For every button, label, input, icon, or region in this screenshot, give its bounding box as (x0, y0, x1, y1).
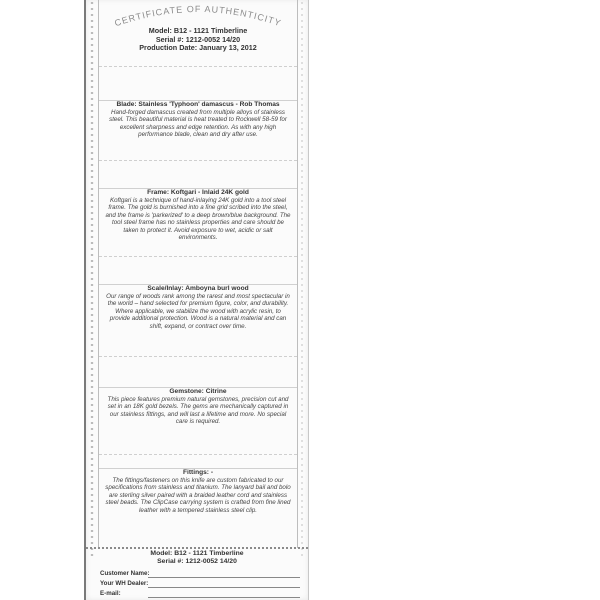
model-line: Model: B12 - 1121 Timberline (148, 26, 248, 35)
stub-serial-line: Serial #: 1212-0052 14/20 (157, 558, 237, 566)
production-date-line: Production Date: January 13, 2012 (139, 43, 257, 53)
customer-name-field (100, 569, 300, 579)
gemstone-section (99, 387, 297, 426)
section-divider (99, 356, 297, 357)
serial-line: Serial #: 1212-0052 14/20 (155, 34, 241, 44)
section-divider (99, 160, 297, 161)
dealer-line (148, 587, 300, 588)
blade-section (99, 100, 297, 139)
tear-off-line (86, 547, 308, 549)
certificate-header (99, 27, 297, 53)
left-perforation (88, 0, 96, 560)
certificate-body (98, 0, 298, 548)
section-divider (99, 454, 297, 455)
svg-text:CERTIFICATE OF AUTHENTICITY (113, 4, 283, 28)
fittings-description: The fittings/fasteners on this knife are custom fabricated to our specifications from stainless and titanium. The lanyard bail and bolo are sterling silver paired with a braided leather cord and stainless steel beads. The ClipCase carrying system is crafted from fine lined leather with a tempered stainless steel clip. (105, 477, 291, 514)
section-divider (99, 66, 297, 67)
registration-form (100, 569, 300, 600)
right-perforation (298, 0, 306, 560)
customer-name-label: Customer Name: (100, 570, 150, 577)
gemstone-description: This piece features premium natural gemstones, precision cut and set in an 18K gold bezels. The gems are mechanically captured in our stainless fittings, and will last a lifetime and more. No special care is required. (107, 396, 289, 426)
email-field (100, 589, 300, 599)
blade-title: Blade: Stainless 'Typhoon' damascus - Rob Thomas (116, 101, 280, 108)
dealer-field (100, 579, 300, 589)
fittings-section (99, 468, 297, 514)
customer-name-line (148, 577, 300, 578)
scale-description: Our range of woods rank among the rarest and most spectacular in the world – hand selected for premium figure, color, and durability. Where applicable, we stabilize the wood with acrylic resin, to provide additional protection. Wood is a natural material and can shift, expand, or contract over time. (106, 293, 290, 330)
scale-section (99, 284, 297, 330)
arc-title-text: CERTIFICATE OF AUTHENTICITY (113, 3, 283, 29)
dealer-label: Your WH Dealer: (100, 580, 149, 587)
frame-title: Frame: Koftgari - Inlaid 24K gold (147, 189, 249, 196)
frame-section (99, 188, 297, 241)
frame-description: Koftgari is a technique of hand-inlaying 24K gold into a tool steel frame. The gold is burnished into a fine grid scribed into the steel, and the frame is 'parkerized' to a deep brown/blue background. The tool steel frame has no stainless properties and care should be taken to protect it. Avoid exposure to wet, acidic or salt environments. (105, 197, 291, 242)
blade-description: Hand-forged damascus created from multiple alloys of stainless steel. This beautiful material is heat treated to Rockwell 58-59 for excellent sharpness and edge retention. As with any high performance blade, clean and dry after use. (109, 109, 287, 139)
scale-title: Scale/Inlay: Amboyna burl wood (147, 285, 249, 292)
section-divider (99, 256, 297, 257)
stub-model-line: Model: B12 - 1121 Timberline (150, 550, 244, 557)
certificate-document (84, 0, 309, 600)
registration-stub-header (86, 550, 308, 567)
gemstone-title: Gemstone: Citrine (169, 388, 227, 395)
fittings-title: Fittings: - (182, 469, 214, 476)
email-label: E-mail: (100, 590, 121, 597)
email-line (148, 597, 300, 598)
